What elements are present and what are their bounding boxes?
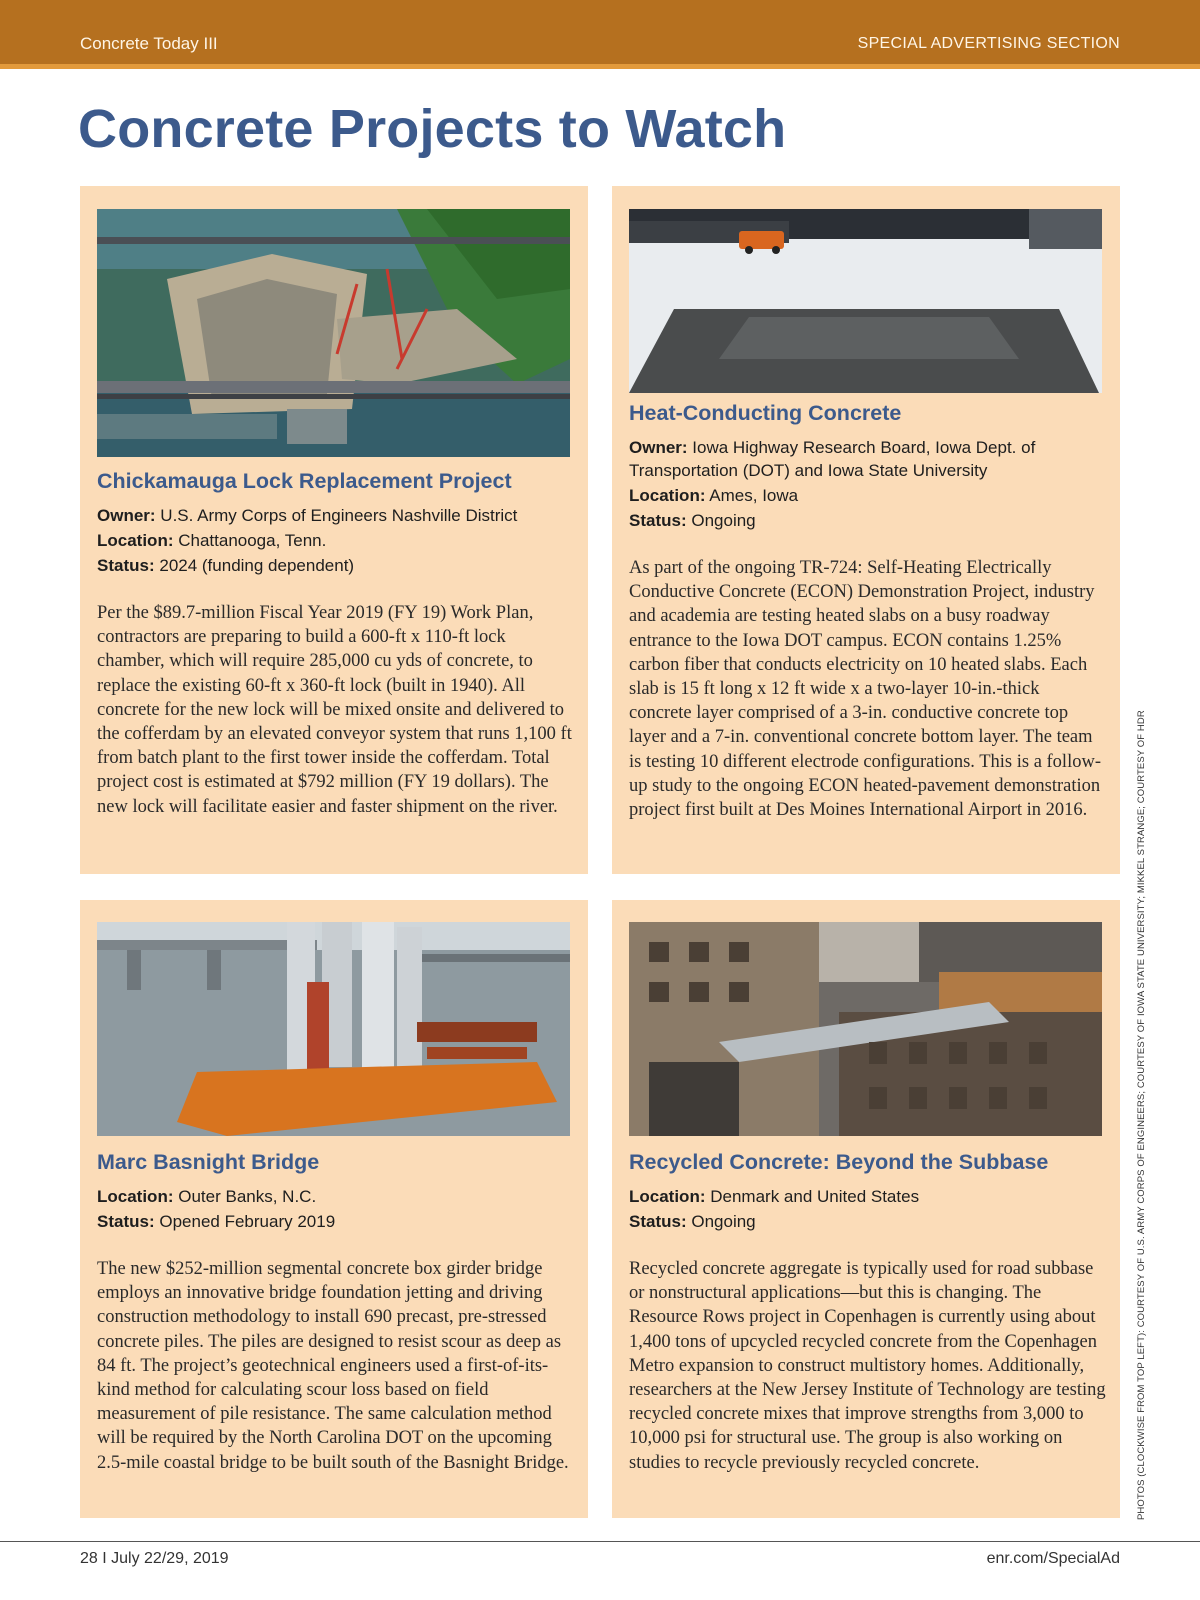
recycled-concrete-photo — [629, 922, 1102, 1136]
meta-label: Owner: — [97, 506, 156, 525]
meta-owner — [629, 436, 1106, 482]
meta-status — [97, 1210, 574, 1233]
meta-label: Status: — [97, 556, 155, 575]
heated-slab-photo — [629, 209, 1102, 393]
meta-value: Ames, Iowa — [709, 486, 799, 505]
basnight-text-block — [97, 1150, 574, 1475]
meta-label: Location: — [97, 531, 174, 550]
meta-value: 2024 (funding dependent) — [159, 556, 355, 575]
project-card-basnight-bridge — [80, 900, 588, 1518]
meta-value: Chattanooga, Tenn. — [178, 531, 327, 550]
project-meta — [97, 504, 574, 577]
heat-conducting-text-block — [629, 401, 1106, 822]
meta-location — [97, 529, 574, 552]
footer-url: enr.com/SpecialAd — [986, 1550, 1120, 1567]
meta-location — [97, 1185, 574, 1208]
meta-label: Location: — [97, 1187, 174, 1206]
meta-value: Ongoing — [691, 1212, 756, 1231]
header-bar — [0, 0, 1200, 64]
card-title: Chickamauga Lock Replacement Project — [97, 469, 512, 493]
basnight-bridge-photo — [97, 922, 570, 1136]
meta-value: Outer Banks, N.C. — [178, 1187, 317, 1206]
photo-credit: PHOTOS (CLOCKWISE FROM TOP LEFT): COURTESY OF U.S. ARMY CORPS OF ENGINEERS; COURTESY OF IOWA STATE UNIVERSITY; MIKKEL STRANGE; COURTESY OF HDR — [1136, 710, 1147, 1520]
footer-divider — [0, 1541, 1200, 1542]
advertising-section-label: SPECIAL ADVERTISING SECTION — [857, 35, 1120, 52]
meta-label: Owner: — [629, 438, 688, 457]
project-card-heat-conducting — [612, 186, 1120, 874]
card-body: Per the $89.7-million Fiscal Year 2019 (FY 19) Work Plan, contractors are preparing to build a 600-ft x 110-ft lock chamber, which will require 285,000 cu yds of concrete, to replace the existing 60-ft x 360-ft lock (built in 1940). All concrete for the new lock will be mixed onsite and delivered to the cofferdam by an elevated conveyor system that runs 1,100 ft from batch plant to the first tower inside the cofferdam. Total project cost is estimated at $792 million (FY 19 dollars). The new lock will facilitate easier and faster shipment on the river. — [97, 603, 572, 817]
meta-status — [629, 509, 1106, 532]
meta-status — [629, 1210, 1106, 1233]
meta-value: Ongoing — [691, 511, 756, 530]
meta-label: Status: — [629, 1212, 687, 1231]
meta-value: Denmark and United States — [710, 1187, 920, 1206]
card-body: Recycled concrete aggregate is typically used for road subbase or nonstructural applications—but this is changing. The Resource Rows project in Copenhagen is currently using about 1,400 tons of upcycled recycled concrete from the Copenhagen Metro expansion to construct multistory homes. Additionally, researchers at the New Jersey Institute of Technology are testing recycled concrete mixes that improve strengths from 3,000 to 10,000 psi for structural use. The group is also working on studies to recycle previously recycled concrete. — [629, 1259, 1106, 1473]
project-card-recycled-concrete — [612, 900, 1120, 1518]
meta-value: Opened February 2019 — [159, 1212, 336, 1231]
project-card-chickamauga — [80, 186, 588, 874]
header-accent-line — [0, 64, 1200, 69]
meta-location — [629, 1185, 1106, 1208]
meta-status — [97, 554, 574, 577]
meta-value: U.S. Army Corps of Engineers Nashville District — [160, 506, 518, 525]
meta-owner — [97, 504, 574, 527]
page-number-date: 28 I July 22/29, 2019 — [80, 1550, 229, 1567]
meta-value: Iowa Highway Research Board, Iowa Dept. of Transportation (DOT) and Iowa State University — [629, 438, 1036, 480]
page-title: Concrete Projects to Watch — [78, 99, 787, 159]
meta-label: Status: — [629, 511, 687, 530]
card-body: As part of the ongoing TR-724: Self-Heating Electrically Conductive Concrete (ECON) Demonstration Project, industry and academia are testing heated slabs on a busy roadway entrance to the Iowa DOT campus. ECON contains 1.25% carbon fiber that conducts electricity on 10 heated slabs. Each slab is 15 ft long x 12 ft wide x a two-layer 10-in.-thick concrete layer comprised of a 3-in. conductive concrete top layer and a 7-in. conventional concrete bottom layer. The team is testing 10 different electrode configurations. This is a follow-up study to the ongoing ECON heated-pavement demonstration project first built at Des Moines International Airport in 2016. — [629, 558, 1101, 821]
card-title: Marc Basnight Bridge — [97, 1150, 320, 1174]
card-title: Recycled Concrete: Beyond the Subbase — [629, 1150, 1049, 1174]
meta-label: Location: — [629, 1187, 706, 1206]
chickamauga-text-block — [97, 469, 574, 819]
project-meta — [629, 1185, 1106, 1233]
meta-label: Status: — [97, 1212, 155, 1231]
project-meta — [629, 436, 1106, 532]
card-body: The new $252-million segmental concrete box girder bridge employs an innovative bridge foundation jetting and driving construction methodology to install 690 precast, pre-stressed concrete piles. The piles are designed to resist scour as deep as 84 ft. The project’s geotechnical engineers used a first-of-its-kind method for calculating scour loss based on field measurement of pile resistance. The same calculation method will be required by the North Carolina DOT on the upcoming 2.5-mile coastal bridge to be built south of the Basnight Bridge. — [97, 1259, 569, 1473]
meta-label: Location: — [629, 486, 706, 505]
publication-section-name: Concrete Today III — [80, 34, 218, 53]
chickamauga-lock-photo — [97, 209, 570, 457]
project-meta — [97, 1185, 574, 1233]
recycled-text-block — [629, 1150, 1106, 1475]
card-title: Heat-Conducting Concrete — [629, 401, 902, 425]
meta-location — [629, 484, 1106, 507]
